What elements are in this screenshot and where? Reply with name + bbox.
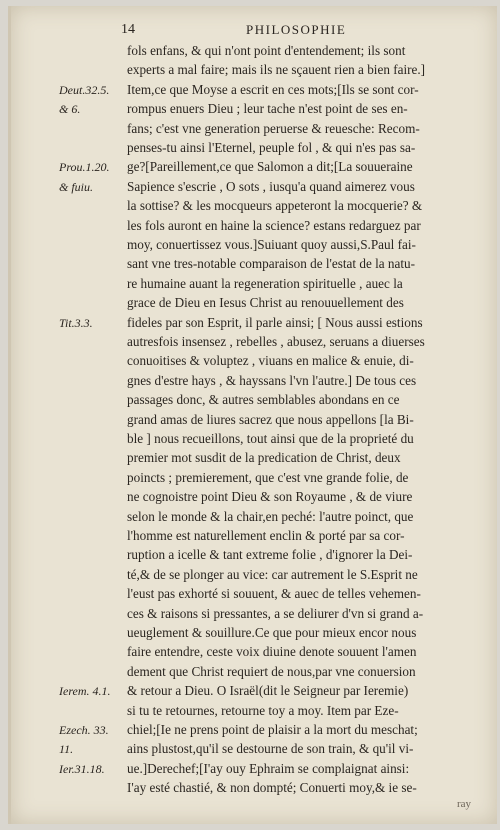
text-line: chiel;[Ie ne prens point de plaisir a la mort du meschat;: [127, 722, 418, 737]
text-line: selon le monde & la chair,en peché: l'autre poinct, que: [127, 508, 414, 524]
text-line: grace de Dieu en Iesus Christ au renouuellement des: [127, 295, 404, 311]
text-line: moy, conuertissez vous.]Suiuant quoy aussi,S.Paul fai-: [127, 237, 416, 252]
text-line: ains plustost,qu'il se destourne de son train, & qu'il vi-: [127, 741, 414, 757]
text-line: l'eust pas exhorté si souuent, & auec de telles vehemen-: [127, 586, 421, 602]
text-line: gnes d'estre hays , & hayssans l'vn l'autre.] De tous ces: [127, 372, 417, 388]
text-line: ue.]Derechef;[I'ay ouy Ephraim se complaignat ainsi:: [127, 760, 410, 776]
catchword: ray: [457, 798, 472, 810]
text-line: si tu te retournes, retourne toy a moy. Item par Eze-: [127, 702, 399, 718]
text-line: l'homme est naturellement enclin & porté par sa cor-: [127, 528, 405, 543]
text-line: poincts ; premierement, que c'est vne grande folie, de: [127, 469, 409, 485]
text-line: grand amas de liures sacrez que nous appellons [la Bi-: [127, 411, 414, 427]
margin-reference: Deut.32.5.: [59, 82, 110, 97]
text-line: fans; c'est vne generation peruerse & reuesche: Recom-: [127, 120, 420, 136]
margin-reference: 11.: [59, 742, 74, 757]
text-line: les fols auront en haine la science? estans redarguez par: [127, 217, 421, 233]
text-line: penses-tu ainsi l'Eternel, peuple fol , & qui n'es pas sa-: [127, 140, 416, 155]
text-line: passages donc, & autres semblables abondans en ce: [127, 392, 400, 408]
margin-reference: Ezech. 33.: [59, 723, 109, 737]
text-line: sant vne tres-notable comparaison de l'estat de la natu-: [127, 256, 416, 272]
text-line: Item,ce que Moyse a escrit en ces mots;[Ils se sont cor-: [127, 81, 419, 97]
text-line: conuoitises & voluptez , viuans en malice & enuie, di-: [127, 353, 414, 369]
text-line: ne cognoistre point Dieu & son Royaume , & de viure: [127, 489, 413, 505]
text-line: ruption a icelle & tant extreme folie , d'ignorer la Dei-: [127, 547, 413, 563]
text-line: la sottise? & les mocqueurs appeteront la mocquerie? &: [127, 198, 423, 214]
running-title: PHILOSOPHIE: [246, 22, 347, 37]
text-line: ueuglement & souillure.Ce que pour mieux encor nous: [127, 625, 417, 640]
margin-reference: Ier.31.18.: [59, 761, 105, 776]
text-line: rompus enuers Dieu ; leur tache n'est point de ses en-: [127, 101, 408, 117]
text-line: autresfois insensez , rebelles , abusez, seruans a diuerses: [127, 334, 425, 349]
text-line: ces & raisons si pressantes, a se deliurer d'vn si grand a-: [127, 605, 424, 621]
text-line: re humaine auant la regeneration spirituelle , auec la: [127, 275, 403, 291]
text-line: premier mot susdit de la predication de Christ, deux: [127, 450, 401, 466]
text-line: fideles par son Esprit, il parle ainsi; [ Nous aussi estions: [127, 314, 423, 330]
text-line: I'ay esté chastié, & non dompté; Conuerti moy,& ie se-: [127, 780, 417, 796]
text-line: fols enfans, & qui n'ont point d'entendement; ils sont: [127, 43, 406, 58]
margin-reference: & 6.: [59, 102, 81, 117]
text-line: dement que Christ requiert de nous,par vne conuersion: [127, 663, 416, 679]
text-line: ge?[Pareillement,ce que Salomon a dit;[La souueraine: [127, 159, 413, 175]
margin-reference: Ierem. 4.1.: [59, 684, 111, 699]
text-line: experts a mal faire; mais ils ne sçauent rien a bien faire.]: [127, 62, 426, 78]
margin-reference: & fuiu.: [59, 179, 94, 194]
text-line: Sapience s'escrie , O sots , iusqu'a quand aimerez vous: [127, 178, 415, 194]
margin-reference: Tit.3.3.: [59, 315, 93, 330]
text-line: té,& de se plonger au vice: car autrement le S.Esprit ne: [127, 566, 418, 582]
page-number: 14: [121, 22, 135, 37]
text-line: & retour a Dieu. O Israël(dit le Seigneur par Ieremie): [127, 683, 409, 699]
text-line: faire entendre, ceste voix diuine denote souuent l'amen: [127, 644, 417, 660]
book-page: [8, 6, 497, 824]
margin-reference: Prou.1.20.: [59, 160, 110, 175]
text-line: ble ] nous recueillons, tout ainsi que de la proprieté du: [127, 431, 414, 446]
